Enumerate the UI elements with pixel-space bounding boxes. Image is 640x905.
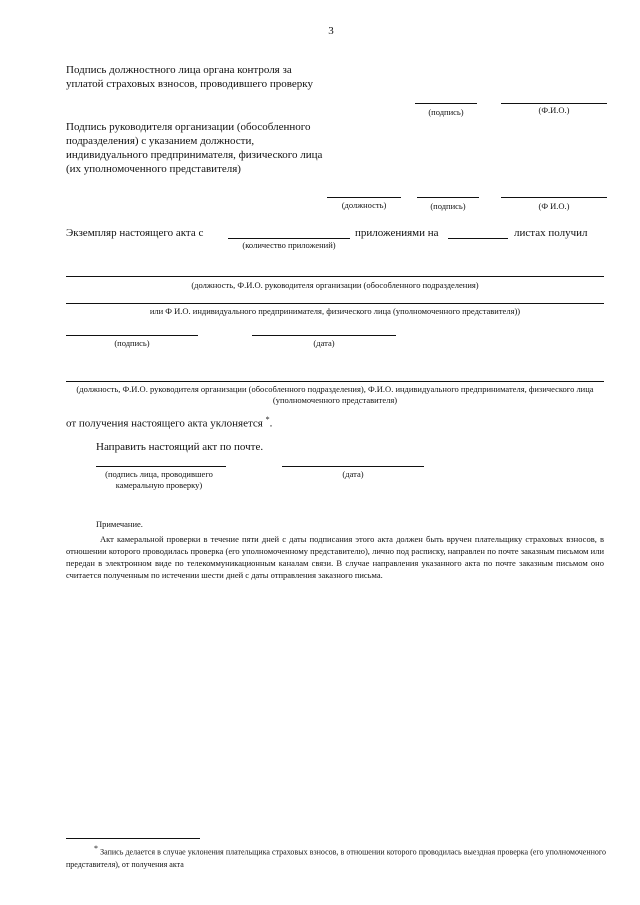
page-number: 3 — [328, 25, 334, 37]
footnote-mark: * — [94, 844, 98, 853]
head-position-caption: (должность) — [341, 200, 387, 210]
copy-received-text-end: листах получил — [514, 227, 588, 239]
recipient-signature-line — [66, 335, 198, 336]
recipient-date-caption: (дата) — [313, 338, 335, 348]
note-title: Примечание. — [96, 519, 143, 529]
footnote-text: Запись делается в случае уклонения плательщика страховых взносов, в отношении которого проводилась выездная проверка (его уполномоченного представителя), от получения акта — [66, 847, 607, 869]
recipient-line-2 — [66, 303, 604, 304]
evasion-footnote-mark: * — [265, 415, 270, 424]
note-body: Акт камеральной проверки в течение пяти дней с даты подписания этого акта должен быть вручен плательщику страховых взносов, в отношении которого проводилась проверка (его уполномоченному представителю), лично под расписку, направлен по почте заказным письмом или передан в электронном виде по телекоммуникационным каналам связи. В случае направления указанного акта по почте заказным письмом оно считается полученным по истечении шести дней с даты отправления заказного письма. — [66, 534, 604, 580]
head-signature-line — [417, 197, 479, 198]
mail-signature-caption: (подпись лица, проводившего камеральную проверку) — [105, 469, 213, 490]
attachments-count-caption: (количество приложений) — [242, 240, 336, 250]
recipient-date-line — [252, 335, 396, 336]
mail-signature-line — [96, 466, 226, 467]
mail-instruction: Направить настоящий акт по почте. — [96, 441, 264, 453]
copy-received-text-middle: приложениями на — [355, 227, 439, 239]
head-position-line — [327, 197, 401, 198]
mail-date-caption: (дата) — [342, 469, 364, 479]
recipient-caption-2: или Ф И.О. индивидуального предпринимателя, физического лица (уполномоченного представителя)) — [149, 306, 521, 316]
head-name-line — [501, 197, 607, 198]
inspector-signature-line — [415, 103, 477, 104]
head-signature-label: Подпись руководителя организации (обособленного подразделения) с указанием должности, индивидуального предпринимателя, физического лица (их уполномоченного представителя) — [66, 121, 323, 175]
head-name-caption: (Ф И.О.) — [538, 201, 570, 211]
recipient-line-1 — [66, 276, 604, 277]
recipient-signature-caption: (подпись) — [114, 338, 150, 348]
evasion-line — [66, 381, 604, 382]
footnote — [66, 843, 606, 871]
evasion-text: от получения настоящего акта уклоняется — [66, 417, 263, 430]
attachments-count-line — [228, 238, 350, 239]
inspector-name-line — [501, 103, 607, 104]
copy-received-text-start: Экземпляр настоящего акта с — [66, 227, 204, 239]
evasion-trailing: . — [269, 417, 273, 430]
evasion-statement — [66, 413, 272, 431]
inspector-signature-caption: (подпись) — [428, 107, 464, 117]
mail-date-line — [282, 466, 424, 467]
evasion-caption: (должность, Ф.И.О. руководителя организации (обособленного подразделения), Ф.И.О. индивидуального предпринимателя, физического лица (уполномоченного представителя) — [76, 384, 594, 405]
inspector-name-caption: (Ф.И.О.) — [538, 105, 570, 115]
footnote-separator — [66, 838, 200, 839]
head-signature-caption: (подпись) — [430, 201, 466, 211]
inspector-signature-label: Подпись должностного лица органа контроля за уплатой страховых взносов, проводившего проверку — [66, 64, 313, 90]
sheets-count-line — [448, 238, 508, 239]
recipient-caption-1: (должность, Ф.И.О. руководителя организации (обособленного подразделения) — [191, 280, 479, 290]
